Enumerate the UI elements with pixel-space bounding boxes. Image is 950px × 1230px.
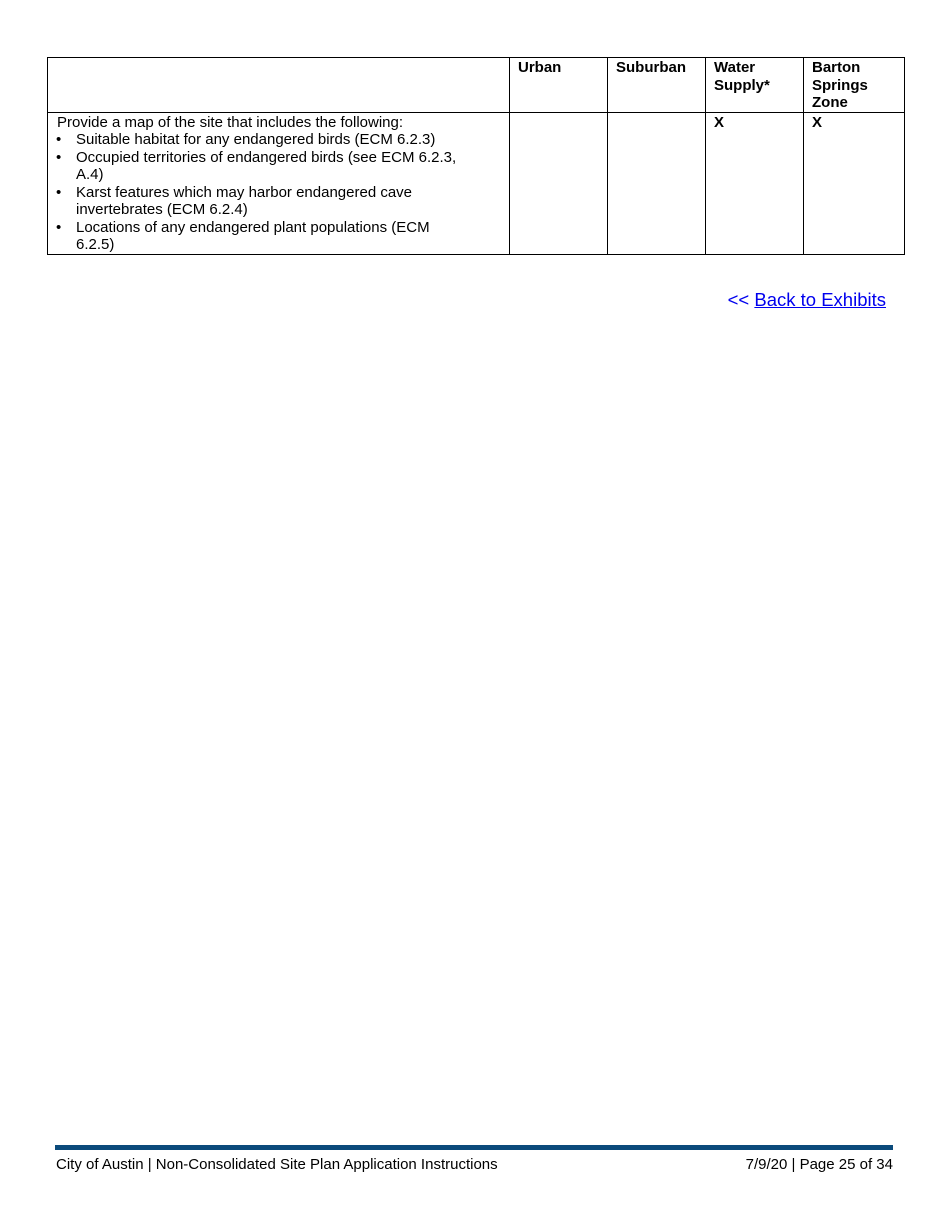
footer-document-title: City of Austin | Non-Consolidated Site Plan Application Instructions: [56, 1156, 498, 1173]
water-supply-cell: X: [706, 112, 804, 254]
list-item-text: Suitable habitat for any endangered birds (ECM 6.2.3): [76, 131, 436, 148]
bullet-icon: •: [56, 131, 62, 148]
footer-divider: [55, 1145, 893, 1150]
list-item: [48, 184, 501, 219]
requirements-table: [47, 57, 905, 255]
back-to-exhibits-link[interactable]: [728, 289, 886, 311]
list-item-text: Occupied territories of endangered birds (see ECM 6.2.3, A.4): [76, 148, 457, 183]
list-item-text: Locations of any endangered plant populations (ECM 6.2.5): [76, 218, 430, 253]
list-item: [48, 149, 501, 184]
bullet-icon: •: [56, 148, 62, 166]
bullet-icon: •: [56, 183, 62, 201]
list-item: [48, 219, 501, 254]
list-item-text: Karst features which may harbor endangered cave invertebrates (ECM 6.2.4): [76, 183, 413, 218]
description-cell: [48, 112, 510, 254]
header-description: [48, 58, 510, 113]
requirement-list: [48, 131, 501, 254]
back-link-prefix: <<: [727, 289, 750, 310]
table-header-row: [48, 58, 905, 113]
urban-cell: [510, 112, 608, 254]
suburban-cell: [608, 112, 706, 254]
description-intro: Provide a map of the site that includes the following:: [57, 113, 404, 131]
header-water-supply: Water Supply*: [706, 58, 804, 113]
header-urban: Urban: [510, 58, 608, 113]
table-row: [48, 112, 905, 254]
barton-springs-cell: X: [804, 112, 905, 254]
footer-page-info: 7/9/20 | Page 25 of 34: [745, 1156, 893, 1173]
bullet-icon: •: [56, 218, 62, 236]
header-barton-springs-zone: Barton Springs Zone: [804, 58, 905, 113]
back-link-label[interactable]: Back to Exhibits: [754, 289, 886, 310]
header-suburban: Suburban: [608, 58, 706, 113]
list-item: [48, 131, 501, 149]
